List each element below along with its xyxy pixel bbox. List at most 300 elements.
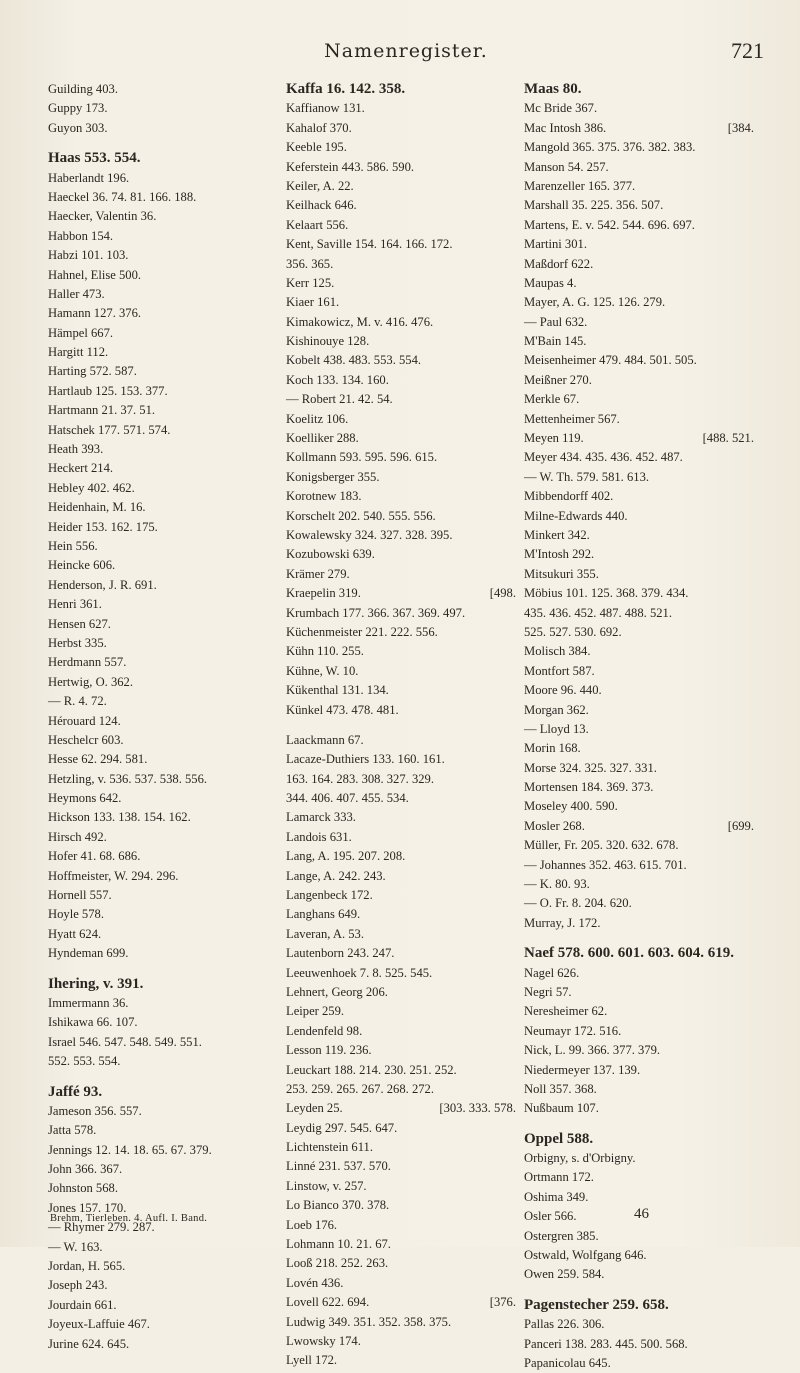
entry-text: Keeble 195. xyxy=(286,140,347,155)
index-entry xyxy=(286,1235,516,1254)
page-number: 721 xyxy=(731,38,764,63)
entry-text: Ostwald, Wolfgang 646. xyxy=(524,1248,647,1263)
entry-text: Habzi 101. 103. xyxy=(48,248,129,263)
entry-text: Kühn 110. 255. xyxy=(286,644,364,659)
index-entry xyxy=(524,255,754,274)
entry-text: Langhans 649. xyxy=(286,907,361,922)
entry-text: Mitsukuri 355. xyxy=(524,566,599,581)
entry-text: Oshima 349. xyxy=(524,1189,589,1204)
entry-text: Manson 54. 257. xyxy=(524,159,609,174)
running-title: Namenregister. xyxy=(324,40,488,62)
index-entry xyxy=(524,875,754,894)
index-entry xyxy=(524,332,754,351)
entry-text: Haeckel 36. 74. 81. 166. 188. xyxy=(48,189,197,204)
index-entry xyxy=(286,371,516,390)
index-entry xyxy=(286,1041,516,1060)
index-entry xyxy=(286,293,516,312)
index-entry xyxy=(48,246,278,265)
index-entry xyxy=(286,545,516,564)
index-entry xyxy=(286,1099,516,1118)
index-entry xyxy=(48,188,278,207)
index-entry xyxy=(524,429,754,448)
entry-continuation: [498. xyxy=(489,586,516,601)
entry-text: Konigsberger 355. xyxy=(286,469,380,484)
entry-text: Lehnert, Georg 206. xyxy=(286,984,388,999)
index-entry xyxy=(524,623,754,642)
entry-text: — O. Fr. 8. 204. 620. xyxy=(524,896,632,911)
entry-text: Jones 157. 170. xyxy=(48,1200,127,1215)
entry-text: 253. 259. 265. 267. 268. 272. xyxy=(286,1081,434,1096)
entry-text: Kaffa 16. 142. 358. xyxy=(286,81,406,97)
index-entry xyxy=(286,1138,516,1157)
index-entry xyxy=(286,1119,516,1138)
index-entry xyxy=(48,789,278,808)
entry-list xyxy=(524,80,754,1373)
entry-text: Leydig 297. 545. 647. xyxy=(286,1120,398,1135)
index-entry xyxy=(286,235,516,254)
index-entry xyxy=(48,1033,278,1052)
entry-text: Lesson 119. 236. xyxy=(286,1043,372,1058)
entry-text: Jurine 624. 645. xyxy=(48,1336,130,1351)
entry-text: Laackmann 67. xyxy=(286,732,364,747)
index-entry xyxy=(286,828,516,847)
index-entry xyxy=(524,448,754,467)
entry-text: Minkert 342. xyxy=(524,527,590,542)
entry-text: Neumayr 172. 516. xyxy=(524,1023,622,1038)
entry-text: Nick, L. 99. 366. 377. 379. xyxy=(524,1043,661,1058)
index-entry xyxy=(48,498,278,517)
entry-text: Papanicolau 645. xyxy=(524,1356,611,1370)
entry-text: Martini 301. xyxy=(524,237,587,252)
entry-text: — R. 4. 72. xyxy=(48,694,107,709)
index-entry xyxy=(524,1099,754,1118)
entry-text: Joseph 243. xyxy=(48,1278,108,1293)
entry-text: Meißner 270. xyxy=(524,372,592,387)
index-entry xyxy=(524,964,754,983)
entry-list xyxy=(286,80,516,1371)
index-entry xyxy=(524,662,754,681)
index-entry xyxy=(48,556,278,575)
entry-text: Heath 393. xyxy=(48,442,104,457)
entry-text: Küchenmeister 221. 222. 556. xyxy=(286,624,438,639)
index-entry xyxy=(286,1022,516,1041)
entry-text: Linstow, v. 257. xyxy=(286,1178,367,1193)
entry-text: — W. 163. xyxy=(48,1239,103,1254)
index-entry xyxy=(48,975,278,994)
entry-text: — W. Th. 579. 581. 613. xyxy=(524,469,650,484)
index-entry xyxy=(48,266,278,285)
index-entry xyxy=(48,867,278,886)
index-entry xyxy=(524,196,754,215)
entry-continuation: [303. 333. 578. xyxy=(439,1101,516,1116)
entry-text: — Rhymer 279. 287. xyxy=(48,1220,155,1235)
entry-text: Jennings 12. 14. 18. 65. 67. 379. xyxy=(48,1142,212,1157)
index-entry xyxy=(524,313,754,332)
index-entry xyxy=(524,487,754,506)
index-entry xyxy=(286,119,516,138)
entry-text: Lovén 436. xyxy=(286,1275,344,1290)
index-entry xyxy=(48,615,278,634)
index-entry xyxy=(524,720,754,739)
index-entry xyxy=(524,701,754,720)
entry-text: Hyatt 624. xyxy=(48,926,102,941)
index-entry xyxy=(524,1080,754,1099)
index-entry xyxy=(48,750,278,769)
index-entry xyxy=(48,692,278,711)
index-entry xyxy=(524,545,754,564)
index-entry xyxy=(524,293,754,312)
index-entry xyxy=(48,634,278,653)
index-entry xyxy=(286,681,516,700)
entry-text: Lyell 172. xyxy=(286,1353,338,1368)
index-entry xyxy=(286,1061,516,1080)
index-entry xyxy=(286,1196,516,1215)
index-entry xyxy=(48,149,278,168)
entry-text: Naef 578. 600. 601. 603. 604. 619. xyxy=(524,945,734,962)
index-entry xyxy=(524,158,754,177)
index-entry xyxy=(524,1265,754,1284)
entry-text: Hein 556. xyxy=(48,538,98,553)
footer-imprint: Brehm, Tierleben. 4. Aufl. I. Band. xyxy=(50,1213,208,1224)
entry-text: Hebley 402. 462. xyxy=(48,480,135,495)
entry-text: Marshall 35. 225. 356. 507. xyxy=(524,198,664,213)
index-entry xyxy=(48,207,278,226)
entry-text: Hartlaub 125. 153. 377. xyxy=(48,383,168,398)
entry-continuation: [699. xyxy=(727,818,754,833)
entry-text: Lovell 622. 694. xyxy=(286,1295,370,1310)
entry-text: Haecker, Valentin 36. xyxy=(48,209,157,224)
entry-text: Ihering, v. 391. xyxy=(48,975,144,992)
entry-continuation: [376. xyxy=(489,1295,516,1310)
index-entry xyxy=(524,642,754,661)
entry-text: Krumbach 177. 366. 367. 369. 497. xyxy=(286,605,466,620)
entry-text: Kerr 125. xyxy=(286,275,335,290)
index-entry xyxy=(48,518,278,537)
index-entry xyxy=(286,1080,516,1099)
index-entry xyxy=(524,371,754,390)
entry-text: Koelliker 288. xyxy=(286,431,359,446)
index-entry xyxy=(286,332,516,351)
index-entry xyxy=(286,351,516,370)
index-entry xyxy=(48,227,278,246)
entry-text: Kobelt 438. 483. 553. 554. xyxy=(286,353,422,368)
entry-text: Möbius 101. 125. 368. 379. 434. xyxy=(524,586,689,601)
entry-text: Hirsch 492. xyxy=(48,829,107,844)
entry-text: Lendenfeld 98. xyxy=(286,1023,363,1038)
index-entry xyxy=(286,390,516,409)
entry-text: 525. 527. 530. 692. xyxy=(524,624,622,639)
index-entry xyxy=(286,1313,516,1332)
entry-text: Jatta 578. xyxy=(48,1123,97,1138)
entry-text: Hickson 133. 138. 154. 162. xyxy=(48,810,191,825)
index-entry xyxy=(524,817,754,836)
index-entry xyxy=(48,1160,278,1179)
index-entry xyxy=(48,731,278,750)
entry-text: Milne-Edwards 440. xyxy=(524,508,628,523)
entry-text: Guyon 303. xyxy=(48,120,108,135)
entry-text: Orbigny, s. d'Orbigny. xyxy=(524,1151,636,1166)
index-entry xyxy=(48,343,278,362)
entry-text: Koelitz 106. xyxy=(286,411,349,426)
index-entry xyxy=(48,421,278,440)
entry-text: Mc Bride 367. xyxy=(524,101,598,116)
entry-text: Korschelt 202. 540. 555. 556. xyxy=(286,508,436,523)
index-entry xyxy=(524,1022,754,1041)
entry-text: — Lloyd 13. xyxy=(524,721,589,736)
entry-text: Künkel 473. 478. 481. xyxy=(286,702,399,717)
entry-text: Jaffé 93. xyxy=(48,1083,103,1100)
entry-continuation: [384. xyxy=(727,120,754,135)
index-entry xyxy=(286,808,516,827)
index-entry xyxy=(286,216,516,235)
entry-text: Kimakowicz, M. v. 416. 476. xyxy=(286,314,434,329)
entry-text: John 366. 367. xyxy=(48,1162,123,1177)
entry-text: Kollmann 593. 595. 596. 615. xyxy=(286,450,438,465)
index-entry xyxy=(524,914,754,933)
index-column-2 xyxy=(286,80,516,1371)
index-entry xyxy=(286,1332,516,1351)
index-entry xyxy=(524,856,754,875)
index-entry xyxy=(286,867,516,886)
index-entry xyxy=(524,681,754,700)
index-entry xyxy=(524,235,754,254)
index-entry xyxy=(524,894,754,913)
entry-text: Kühne, W. 10. xyxy=(286,663,359,678)
index-entry xyxy=(524,99,754,118)
entry-text: Haberlandt 196. xyxy=(48,170,130,185)
entry-text: Hämpel 667. xyxy=(48,325,114,340)
index-entry xyxy=(48,1276,278,1295)
index-entry xyxy=(524,1246,754,1265)
entry-text: — Johannes 352. 463. 615. 701. xyxy=(524,857,687,872)
index-entry xyxy=(286,138,516,157)
entry-text: Lacaze-Duthiers 133. 160. 161. xyxy=(286,752,445,767)
index-entry xyxy=(286,731,516,750)
index-entry xyxy=(48,99,278,118)
entry-text: Murray, J. 172. xyxy=(524,915,601,930)
entry-text: Heidenhain, M. 16. xyxy=(48,500,146,515)
index-entry xyxy=(286,255,516,274)
entry-text: Leuckart 188. 214. 230. 251. 252. xyxy=(286,1062,457,1077)
index-entry xyxy=(48,1296,278,1315)
entry-text: Ortmann 172. xyxy=(524,1170,594,1185)
index-entry xyxy=(48,712,278,731)
index-column-1 xyxy=(48,80,278,1354)
index-entry xyxy=(524,1041,754,1060)
entry-text: Linné 231. 537. 570. xyxy=(286,1159,391,1174)
index-entry xyxy=(48,944,278,963)
entry-text: Mangold 365. 375. 376. 382. 383. xyxy=(524,140,696,155)
entry-text: Kowalewsky 324. 327. 328. 395. xyxy=(286,527,453,542)
index-entry xyxy=(524,983,754,1002)
index-entry xyxy=(524,216,754,235)
index-entry xyxy=(286,1177,516,1196)
entry-text: Hertwig, O. 362. xyxy=(48,674,133,689)
entry-text: Negri 57. xyxy=(524,984,572,999)
index-entry xyxy=(48,285,278,304)
index-entry xyxy=(48,1083,278,1102)
entry-text: Hahnel, Elise 500. xyxy=(48,267,142,282)
index-entry xyxy=(524,410,754,429)
entry-text: Kiaer 161. xyxy=(286,295,340,310)
entry-text: Kent, Saville 154. 164. 166. 172. xyxy=(286,237,453,252)
index-entry xyxy=(524,274,754,293)
index-entry xyxy=(48,169,278,188)
entry-text: Laveran, A. 53. xyxy=(286,926,364,941)
entry-text: M'Intosh 292. xyxy=(524,547,595,562)
index-entry xyxy=(48,537,278,556)
index-entry xyxy=(524,1335,754,1354)
entry-text: Mac Intosh 386. xyxy=(524,120,607,135)
entry-text: Habbon 154. xyxy=(48,228,114,243)
index-entry xyxy=(48,304,278,323)
entry-text: Leiper 259. xyxy=(286,1004,345,1019)
entry-text: Jourdain 661. xyxy=(48,1297,117,1312)
entry-text: Looß 218. 252. 263. xyxy=(286,1256,389,1271)
index-entry xyxy=(286,925,516,944)
index-entry xyxy=(286,623,516,642)
index-entry xyxy=(524,565,754,584)
index-entry xyxy=(286,487,516,506)
entry-text: Heckert 214. xyxy=(48,461,114,476)
entry-text: Pallas 226. 306. xyxy=(524,1317,605,1332)
index-entry xyxy=(524,584,754,603)
index-entry xyxy=(48,828,278,847)
entry-text: Montfort 587. xyxy=(524,663,595,678)
entry-text: Heschelcr 603. xyxy=(48,732,124,747)
index-entry xyxy=(48,362,278,381)
entry-text: Koch 133. 134. 160. xyxy=(286,372,389,387)
entry-text: Nußbaum 107. xyxy=(524,1101,599,1116)
entry-text: Guilding 403. xyxy=(48,82,118,96)
page-header xyxy=(48,40,764,70)
entry-text: Hamann 127. 376. xyxy=(48,306,142,321)
index-entry xyxy=(48,80,278,99)
entry-text: Müller, Fr. 205. 320. 632. 678. xyxy=(524,838,679,853)
index-entry xyxy=(286,642,516,661)
index-entry xyxy=(524,1188,754,1207)
entry-text: Keferstein 443. 586. 590. xyxy=(286,159,415,174)
entry-text: 356. 365. xyxy=(286,256,334,271)
index-column-3 xyxy=(524,80,754,1373)
index-entry xyxy=(524,944,754,963)
index-entry xyxy=(286,1002,516,1021)
index-entry xyxy=(524,177,754,196)
index-entry xyxy=(524,739,754,758)
index-entry xyxy=(48,382,278,401)
entry-text: Neresheimer 62. xyxy=(524,1004,608,1019)
index-entry xyxy=(524,1002,754,1021)
index-entry xyxy=(48,1102,278,1121)
entry-text: Loeb 176. xyxy=(286,1217,338,1232)
entry-text: 344. 406. 407. 455. 534. xyxy=(286,791,409,806)
entry-text: Kaffianow 131. xyxy=(286,101,365,116)
entry-text: — K. 80. 93. xyxy=(524,877,590,892)
index-entry xyxy=(48,808,278,827)
index-entry xyxy=(286,410,516,429)
entry-text: Molisch 384. xyxy=(524,644,591,659)
entry-text: Landois 631. xyxy=(286,829,352,844)
index-entry xyxy=(286,448,516,467)
entry-text: Heider 153. 162. 175. xyxy=(48,519,158,534)
index-entry xyxy=(48,1335,278,1354)
index-entry xyxy=(48,324,278,343)
index-entry xyxy=(286,604,516,623)
index-entry xyxy=(524,351,754,370)
index-entry xyxy=(286,313,516,332)
entry-text: Jordan, H. 565. xyxy=(48,1259,126,1274)
index-entry xyxy=(48,847,278,866)
entry-text: Hatschek 177. 571. 574. xyxy=(48,422,171,437)
entry-text: Owen 259. 584. xyxy=(524,1267,605,1282)
entry-text: Maas 80. xyxy=(524,81,582,97)
index-entry xyxy=(286,1293,516,1312)
entry-text: Joyeux-Laffuie 467. xyxy=(48,1317,150,1332)
entry-text: Morgan 362. xyxy=(524,702,589,717)
index-entry xyxy=(48,673,278,692)
entry-text: Hofer 41. 68. 686. xyxy=(48,849,141,864)
index-entry xyxy=(48,653,278,672)
entry-text: Moseley 400. 590. xyxy=(524,799,618,814)
entry-text: 552. 553. 554. xyxy=(48,1054,121,1069)
entry-text: Mayer, A. G. 125. 126. 279. xyxy=(524,295,666,310)
entry-text: Langenbeck 172. xyxy=(286,888,373,903)
entry-text: Johnston 568. xyxy=(48,1181,118,1196)
entry-text: Lamarck 333. xyxy=(286,810,356,825)
index-entry xyxy=(286,770,516,789)
index-entry xyxy=(286,886,516,905)
index-entry xyxy=(286,584,516,603)
index-entry xyxy=(286,944,516,963)
entry-text: Hérouard 124. xyxy=(48,713,121,728)
sheet-signature: 46 xyxy=(634,1206,649,1222)
entry-text: Oppel 588. xyxy=(524,1130,594,1147)
entry-text: M'Bain 145. xyxy=(524,334,587,349)
entry-text: Hoffmeister, W. 294. 296. xyxy=(48,868,179,883)
index-entry xyxy=(524,759,754,778)
entry-text: Keilhack 646. xyxy=(286,198,357,213)
index-entry xyxy=(286,964,516,983)
index-entry xyxy=(48,576,278,595)
entry-text: Immermann 36. xyxy=(48,995,129,1010)
entry-text: Hensen 627. xyxy=(48,616,111,631)
index-entry xyxy=(48,595,278,614)
index-entry xyxy=(48,1315,278,1334)
index-entry xyxy=(524,1354,754,1373)
entry-text: Israel 546. 547. 548. 549. 551. xyxy=(48,1034,202,1049)
index-entry xyxy=(524,138,754,157)
entry-text: Kahalof 370. xyxy=(286,120,352,135)
entry-text: Kishinouye 128. xyxy=(286,334,370,349)
entry-text: Heymons 642. xyxy=(48,791,122,806)
index-entry xyxy=(286,196,516,215)
entry-text: Keiler, A. 22. xyxy=(286,178,354,193)
entry-text: Meyen 119. xyxy=(524,431,584,446)
index-entry xyxy=(48,1238,278,1257)
index-entry xyxy=(48,1141,278,1160)
index-entry xyxy=(286,789,516,808)
entry-text: Hornell 557. xyxy=(48,888,112,903)
entry-text: Kozubowski 639. xyxy=(286,547,375,562)
entry-text: Lichtenstein 611. xyxy=(286,1140,373,1155)
entry-text: Mosler 268. xyxy=(524,818,585,833)
entry-text: Meyer 434. 435. 436. 452. 487. xyxy=(524,450,683,465)
index-entry xyxy=(286,847,516,866)
index-entry xyxy=(48,119,278,138)
entry-text: Heincke 606. xyxy=(48,558,116,573)
entry-text: Mortensen 184. 369. 373. xyxy=(524,780,654,795)
index-entry xyxy=(286,80,516,99)
